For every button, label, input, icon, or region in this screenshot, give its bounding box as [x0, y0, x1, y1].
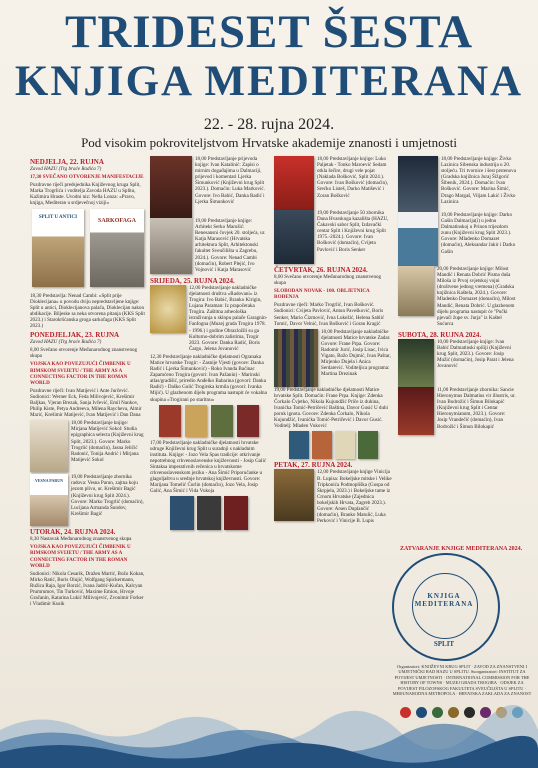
day-monday: PONEDJELJAK, 23. RUJNA — [30, 331, 120, 340]
event-dates: 22. - 28. rujna 2024. — [203, 116, 335, 133]
organizers: Organizatori: KNJIŽEVNI KRUG SPLIT · ZAVOD ZA ZNANSTVENI I UMJETNIČKI RAD HAZU U SPLITU. Suorganizatori: INSTITUT ZA POVIJEST UMJETNOSTI · INTERNATIONAL COMMISSION FOR THE HISTORY OF TOWNS · MUZEJ GRADA TROGIRA · ODSJEK ZA POVIJEST FILOZOFSKOG FAKULTETA SVEUČILIŠTA U SPLITU · MEĐUNARODNA METROPOLA · HRVATSKA ZAKLADA ZA ZNANOST — [392, 664, 532, 697]
day3-event: VOJSKA KAO POVEZUJUĆI ČIMBENIK U RIMSKOM SVIJETU / THE ARMY AS A CONNECTING FACTOR IN THE ROMAN WORLD — [30, 544, 131, 569]
thu-text-4: Pozdravne riječi: Marko Trogrlić, Ivan Bošković. Sudionici: Cvijeta Pavlović, Antun Pavešković, Boris Senker, Mario Čizmović, Ivna Lukežić, Helena Sablić Tomić, Davor Velnić, Ivan Bošković i Goran Kragić — [274, 302, 385, 327]
fri-text-1: 12,00 Predstavljanje knjige Vinicija B. Lupisa: Bokeljske mitske i Velike Tripkonića Podmopliška (Gospa od Škrpjela, 2023.) i Bokeljske tame iz Crnom Hrvatske (Zajednica bokeljskih Hrvata, Zagreb 2023.). Govore: Arsen Duplančić (domaćin), Branko Matulić, Luka Perković i Vinicije B. Lupis — [317, 469, 392, 525]
day3-text-2: Sudionici: Nikola Cesarik, Dražen Martić, Božo Kokan, Mirko Ratić, Boris Olujić, Wolfgang Spickermann, Ružica Raja, Igor Borzić, Ivana Jadrić-Kučan, Kalcyan Prumrumov, Tin Turković, Maxime Emion, Hrvoje Gračanin, Katarina Lukić Milivojević, Zvonimir Forker i Vladimir Kusik — [30, 570, 145, 608]
book-cover-trogir-2 — [185, 405, 207, 437]
book-cover-gusic — [358, 431, 378, 459]
closing-title: ZATVARANJE KNJIGE MEDITERANA 2024. — [400, 546, 523, 552]
day3-text: 8,30 Nastavak Međunarodnog znanstvenog skupa — [30, 536, 132, 543]
day-friday: PETAK, 27. RUJNA 2024. — [274, 461, 353, 470]
thu-event: SLOBODAN NOVAK - 100. OBLJETNICA ROĐENJA — [274, 288, 370, 301]
thu4-text-1: 18,00 Predstavljanje knjige: Živko Lazinica Sibenska industrija u 20. stoljeću. Tri tvornice i šest prstenova (Gradska knjižnica Juraj Šižgorić Šibenik, 2024.). Domaćin: Ivan Bošković. Govore: Marina Šimić, Drago Margaš, Viljam Lakić i Živko Lazinica — [441, 156, 516, 205]
thu-text-3: 8,00 Svečano otvorenje Međunarodnog znanstvenog skupa — [274, 274, 382, 287]
thu-text-6: 19,00 Predstavljanje nakladničke djelatnosti Matice hrvatske Split. Domaćin: Frane Prpa. Knjige: Zdenka Čorkalo Čvjetko, Nikola Kujundžić Priče iz duhina, Ivanićka Tomić-Petričević Baština, Davor Gusić U duhi poruk ignota. Govore: Zdenka Čorkalo, Nikola Kujundžić, Ivanićka Tomić-Petričević i Davor Gusić. Voditelj: Mladen Vuković — [274, 386, 388, 430]
book-cover-split-u-antici: SPLIT U ANTICI — [32, 209, 84, 287]
column-1 — [30, 156, 145, 609]
book-cover-paljetak — [274, 156, 314, 210]
thu-text-2: 19,00 Predstavljanje 50 zbornika Dana Hvarskoga kazališta (HAZU, Čakavski sabor Split, Izdavački centar Split i Književni krug Split 1975.-2024.). Govore: Ivan Bošković (domaćin), Cvijeta Pavlović i Boris Senker — [317, 210, 389, 253]
wed-text-4: 12,30 Predstavljanje nakladničke djelatnosti Ogranaka Matice hrvatske Trogir: - Zasnije Vjesti (govore: Danka Radić i Ljerka Šimunković) - Roko Ivanda Baćinac Zapamćeno Trogira (govori: Ivan Pažanin) - Marinski atlas/gradišić, priredio Anđelko Babarina (govori: Danka Radić) - Daško Gulić Trogirska krmila (govori: Ivanka Mijić). U glazbenom dijelu programa nastupit će vokalna skupina »Trogirani po staritnu« — [150, 353, 267, 403]
book-cover-galic — [197, 496, 221, 530]
book-cover-kujundzic — [312, 431, 332, 459]
day-tuesday: UTORAK, 24. RUJNA 2024. — [30, 528, 116, 537]
thu-text-5: 18,00 Predstavljanje nakladničke djelatnosti Matice hrvatske Zadar. Govore: Frane Prpa. Govore: Radomir Jurić, Josip Lisac, Ivica Vigato, Božo Dujmić, Ivan Paštar, Mirjenko Dujela i Anica Serdarević. Voditeljica programa: Martina Drezinak — [321, 328, 391, 378]
title-line-1: TRIDESET ŠESTA — [64, 6, 474, 58]
book-cover-corkalo — [289, 431, 309, 459]
book-cover-trogir-4 — [237, 405, 259, 437]
day1-text: Pozdravne riječi predsjednika Književnog kruga Split, Marka Trogrlića i voditelja Zavoda HAZU u Splitu, Kažimira Hraste. Uvodni niz: Nella Lonza: »Pravo, knjiga, Mediteran u srdjevečnoj viziji« — [30, 182, 141, 207]
book-cover-zapisi — [150, 156, 192, 218]
column-3 — [274, 156, 392, 526]
wed-text-1: 18,00 Predstavljanje prijevoda knjige: Ivan Katalinić: Zapisi o mirnim događajima u Dalmaciji, prijevod i komentari Ljerka Šimunković (Književni krug Split 2023.). Domaćin: Luka Marković. Govore: Ivo Babić, Danka Radić i Ljerka Šimunković — [195, 156, 265, 205]
day2-text-2: Pozdravne riječi: Ivan Matijević i Ante Jurčević. Sudionici: Werner Eck, Feda Milivojević, Krešimir Baljkas, Vjeran Brezak, Sanja Ivčević, Emil Nankov, Philip Kiste, Petya Andreeva, Milena Raycheva, Almir Marić, Krešimir Matijević, Ivan Matijević i Dan Dana — [30, 387, 142, 419]
book-cover-trogir-3 — [211, 405, 233, 437]
book-cover-pisma — [398, 266, 434, 316]
sat-text-2: 11,00 Predstavljanje zbornika: Sancie Hieronymus Dalmatius vir illustris, ur. Ivan Bodrožić i Šimun Bilokapić (Književni krug Split i Centar Hieronymianum, 2023.). Govore: Josip Vrandečić (domaćin), Ivan Bodrožić i Šimun Bilokapić — [437, 386, 516, 430]
seal-text: KNJIGA MEDITERANA — [414, 592, 474, 608]
day1-books — [30, 209, 145, 291]
book-cover-spiliji — [398, 339, 434, 387]
book-cover-matica-zadar — [274, 329, 318, 387]
thu4-text-3: 20,00 Predstavljanje knjige: Milost Mandić i Renata Dobrić Pisma duša Miloša iz Prvoj svjetskoj vojni (društvene jednog vremena) (Gradska knjižnica Kaštela, 2024.). Govore: Mladenko Domazet (domaćin), Milost Mandić, Renata Dobrić. U glazbenom dijelu programa nastupit će "Pučki pjevači župe sv. Jurja" iz Kaštel Sućurca — [437, 266, 516, 327]
day2-text-4: 19,00 Predstavljanje zbornika radova: Vesna Parun, zajtna koju jezom plivu, ur. Krešimir Bagić (Književni krug Split 2024.). Govore: Marko Trogrlić (domaćin), Lucijana Armanda Šundov, Krešimir Bagić — [71, 474, 144, 517]
thu-text-1: 18,00 Predstavljanje knjige: Luko Paljetak - Tonko Maroević Sedam otkla šečire, drugi vele pojat (Naklada Bošković, Split 2024.). Govore: Ivan Bošković (domaćin), Srećko Listeš, Darko Matišević i Zoran Bošković — [317, 156, 389, 199]
wed-text-5: 17,00 Predstavljanje nakladničke djelatnosti hrvatske udruge Književni krug Split u suradnji s nakladnim instituta. Knjige: - Jozo Vela Spas tradicije: otkrivanje nepotrebnog crkvenoslavenske književnosti - Josip Galić Sintaksa imperativnih rečenica u hrvatskome crkvenoslavenskom jeziku - Ana Šimić Priporučanke u glagoljaštvu u srednje hrvatskoj književnosti. Govore: Marijana Tomelić Ćurlin (domaćin), Jozo Vela, Josip Galić, Ana Šimić i Vida Vukoja — [150, 439, 267, 495]
day2-event: VOJSKA KAO POVEZUJUĆI ČIMBENIK U RIMSKOM SVIJETU / THE ARMY AS A CONNECTING FACTOR IN THE ROMAN WORLD — [30, 361, 131, 386]
day1-text-2: 18,30 Predstavlja: Nenad Cambi: »Split prije Dioklecijana« u povodu dviju nepredstavljene knjige: Split u antici, Dioklecijanova palača, Dioklecijan nakon abdikacije. Biljeske sa neka otvorena pitanja (KKS Split 2023.) i Starokršćanska groga sarkofaga (KKS Split 2023.) — [30, 292, 145, 330]
wed-text-3: 12,00 Predstavljanje nakladničke djelatnosti društva »Radovani« iz Trogira: Ivo Babić, Branko Kirigin, Lujana Paraman: Iz prapočetaka Trogira. Zaštitna arheološka istraživanja u sklopu palače Garagnin-Fanfogna (Muzej grada Trogira 1978. - 1996.) i godine Obrazložili su ga Kulturno-dobrim zalistima, Trogir 2023. Govore: Danka Radić, Boris Čargo, Jelena Jovanović — [189, 284, 268, 352]
sea-waves — [0, 690, 538, 768]
title-line-2: KNJIGA MEDITERANA — [14, 58, 524, 105]
patronage-line: Pod visokim pokroviteljstvom Hrvatske akademije znanosti i umjetnosti — [81, 135, 457, 150]
book-cover-vesna-parun: VESNA PARUN — [30, 474, 68, 526]
day-saturday: SUBOTA, 28. RUJNA 2024. — [398, 330, 482, 339]
column-2 — [150, 156, 268, 530]
sat-text-1: 10,00 Predstavljanje knjige: Ivan Babić Dalmatinski spiliji (Književni krug Split, 2023.). Govore: Josip Mužić (domaćin), Josip Parat i Jelena Jovanović — [437, 338, 514, 370]
book-cover-hieronymus — [398, 387, 434, 435]
book-cover-sarkofaga: SARKOFAGA — [90, 209, 144, 287]
day1-place: Zavod HAZU (Trg braće Radića 7) — [30, 166, 102, 172]
book-cover-trogir — [150, 285, 186, 333]
book-cover-dalmacija — [398, 212, 438, 266]
seal-bottom-text: SPLIT — [433, 640, 455, 648]
day1-event: 17,30 SVEČANO OTVORENJE MANIFESTACIJE — [30, 174, 144, 181]
book-cover-tomic — [335, 431, 355, 459]
column-4 — [398, 156, 516, 435]
day2-text-3: 18,00 Predstavljanje knjige: Mirjana Matijević Sokol: Studia epigraphica selecta (Književni krug Split, 2023.). Govore: Marko Trogrlić (domaćin), Jasna Jeličić Radonić, Tonija Andrić i Mirjana Matijević Sokol — [71, 420, 144, 463]
book-cover-vela — [170, 496, 194, 530]
book-cover-lupis — [274, 469, 314, 521]
thu4-text-2: 19,00 Predstavljanje knjige: Darko Gašin Dalmacija(i) u jednu Dalmatinskoj u Prinon trijezdom zunu (Književni krug Split 2023.). Govore: Mladenko Domazet (domaćin), Aleksandar Jakir i Darko Gašin — [441, 212, 516, 255]
book-cover-simic — [224, 496, 248, 530]
day-thursday: ČETVRTAK, 26. RUJNA 2024. — [274, 266, 368, 274]
wed-text-2: 19,00 Predstavljanje knjige: Arhitekt Serko Marušić: Renesansni čovjek 20. stoljeća, ur. Katja Marasović (Hrvatska arhitektura Split, Arhitektonski fakultet Sveučilišta u Zagrebu, 2024.). Govore: Nenad Cambi (domaćin), Robert Plejić, Ivo Vojnović i Katja Marasović — [195, 218, 266, 273]
book-cover-dani-hvarskoga — [274, 210, 314, 264]
book-cover-studia-epigraphica — [30, 420, 68, 472]
day-sunday: NEDJELJA, 22. RUJNA — [30, 158, 104, 166]
book-cover-lazinica — [398, 156, 438, 212]
day2-place: Zavod HAZU (Trg braće Radića 7) — [30, 339, 102, 346]
day-wednesday: SRIJEDA, 25. RUJNA 2024. — [150, 276, 235, 285]
book-cover-marusic — [150, 218, 192, 274]
day2-text: 8,00 Svečano otvorenje Međunarodnog znanstvenog skupa — [30, 347, 138, 360]
book-cover-trogir-1 — [159, 405, 181, 437]
